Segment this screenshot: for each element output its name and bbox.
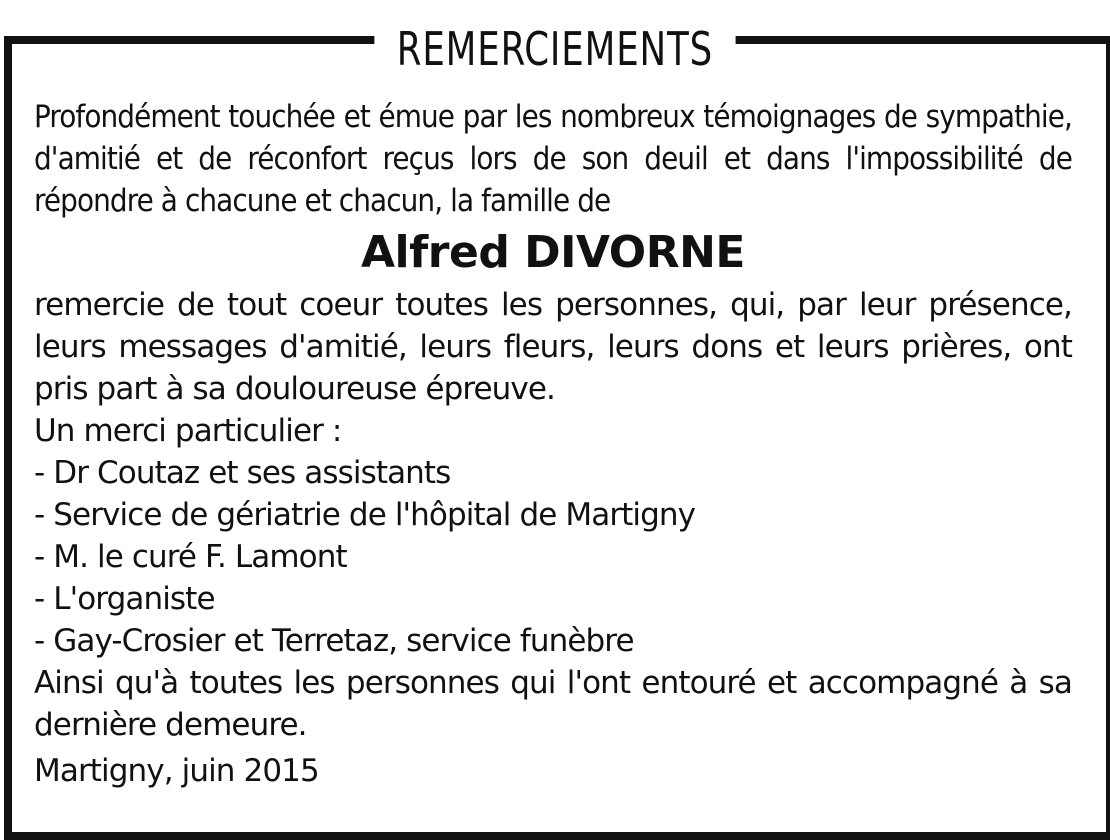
special-thanks-item: - L'organiste (34, 581, 215, 617)
special-thanks-list (34, 452, 1072, 662)
special-thanks-item: - M. le curé F. Lamont (34, 539, 347, 575)
signature-line: Martigny, juin 2015 (34, 753, 319, 789)
notice-body (34, 96, 1072, 792)
thanks-paragraph: remercie de tout coeur toutes les personnes, qui, par leur présence, leurs messages d'amitié, leurs fleurs, leurs dons et leurs prières, ont pris part à sa douloureuse épreuve. (34, 287, 1072, 407)
special-thanks-heading: Un merci particulier : (34, 413, 342, 449)
special-thanks-item: - Gay-Crosier et Terretaz, service funèbre (34, 623, 634, 659)
notice-header (0, 14, 1110, 84)
closing-paragraph: Ainsi qu'à toutes les personnes qui l'ont entouré et accompagné à sa dernière demeure. (34, 665, 1072, 743)
special-thanks-item: - Dr Coutaz et ses assistants (34, 455, 451, 491)
notice-title: REMERCIEMENTS (374, 14, 735, 84)
deceased-name: Alfred DIVORNE (361, 227, 745, 278)
special-thanks-item: - Service de gériatrie de l'hôpital de Martigny (34, 497, 696, 533)
intro-paragraph: Profondément touchée et émue par les nombreux témoignages de sympathie, d'amitié et de réconfort reçus lors de son deuil et dans l'impossibilité de répondre à chacune et chacun, la famille de (34, 99, 1072, 219)
